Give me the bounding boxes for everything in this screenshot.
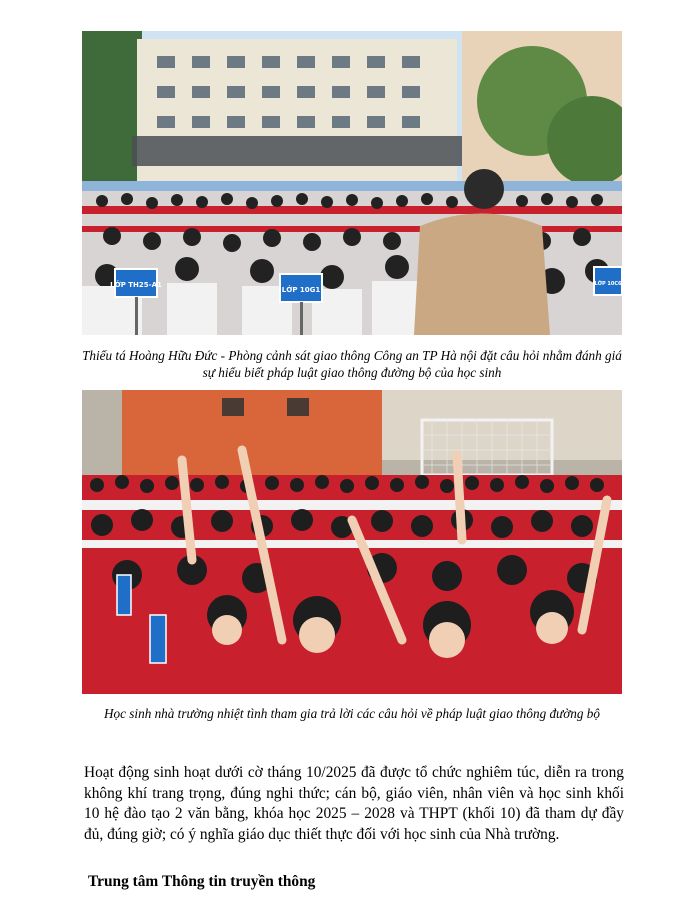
students-photo-illustration	[82, 390, 622, 694]
class-sign-10g1: LỚP 10G1	[281, 286, 321, 294]
assembly-photo	[82, 31, 622, 335]
photo-caption-1: Thiếu tá Hoàng Hữu Đức - Phòng cảnh sát giao thông Công an TP Hà nội đặt câu hỏi nhằm đánh giá sự hiểu biết pháp luật giao thông đường bộ của học sinh	[82, 348, 622, 380]
signature: Trung tâm Thông tin truyền thông	[88, 873, 316, 890]
photo-caption-2: Học sinh nhà trường nhiệt tình tham gia trả lời các câu hỏi về pháp luật giao thông đường bộ	[104, 706, 600, 721]
class-sign-th25-a1: LỚP TH25-A1	[110, 281, 162, 289]
assembly-photo-illustration	[82, 31, 622, 335]
body-paragraph: Hoạt động sinh hoạt dưới cờ tháng 10/2025 đã được tổ chức nghiêm túc, diễn ra trong không khí trang trọng, đúng nghi thức; cán bộ, giáo viên, nhân viên và học sinh khối 10 hệ đào tạo 2 văn bằng, khóa học 2025 – 2028 và THPT (khối 10) đã tham dự đầy đủ, đúng giờ; có ý nghĩa giáo dục thiết thực đối với học sinh của Nhà trường.	[84, 764, 624, 843]
students-photo	[82, 390, 622, 694]
class-sign-10c6: LỚP 10C6	[594, 281, 622, 287]
